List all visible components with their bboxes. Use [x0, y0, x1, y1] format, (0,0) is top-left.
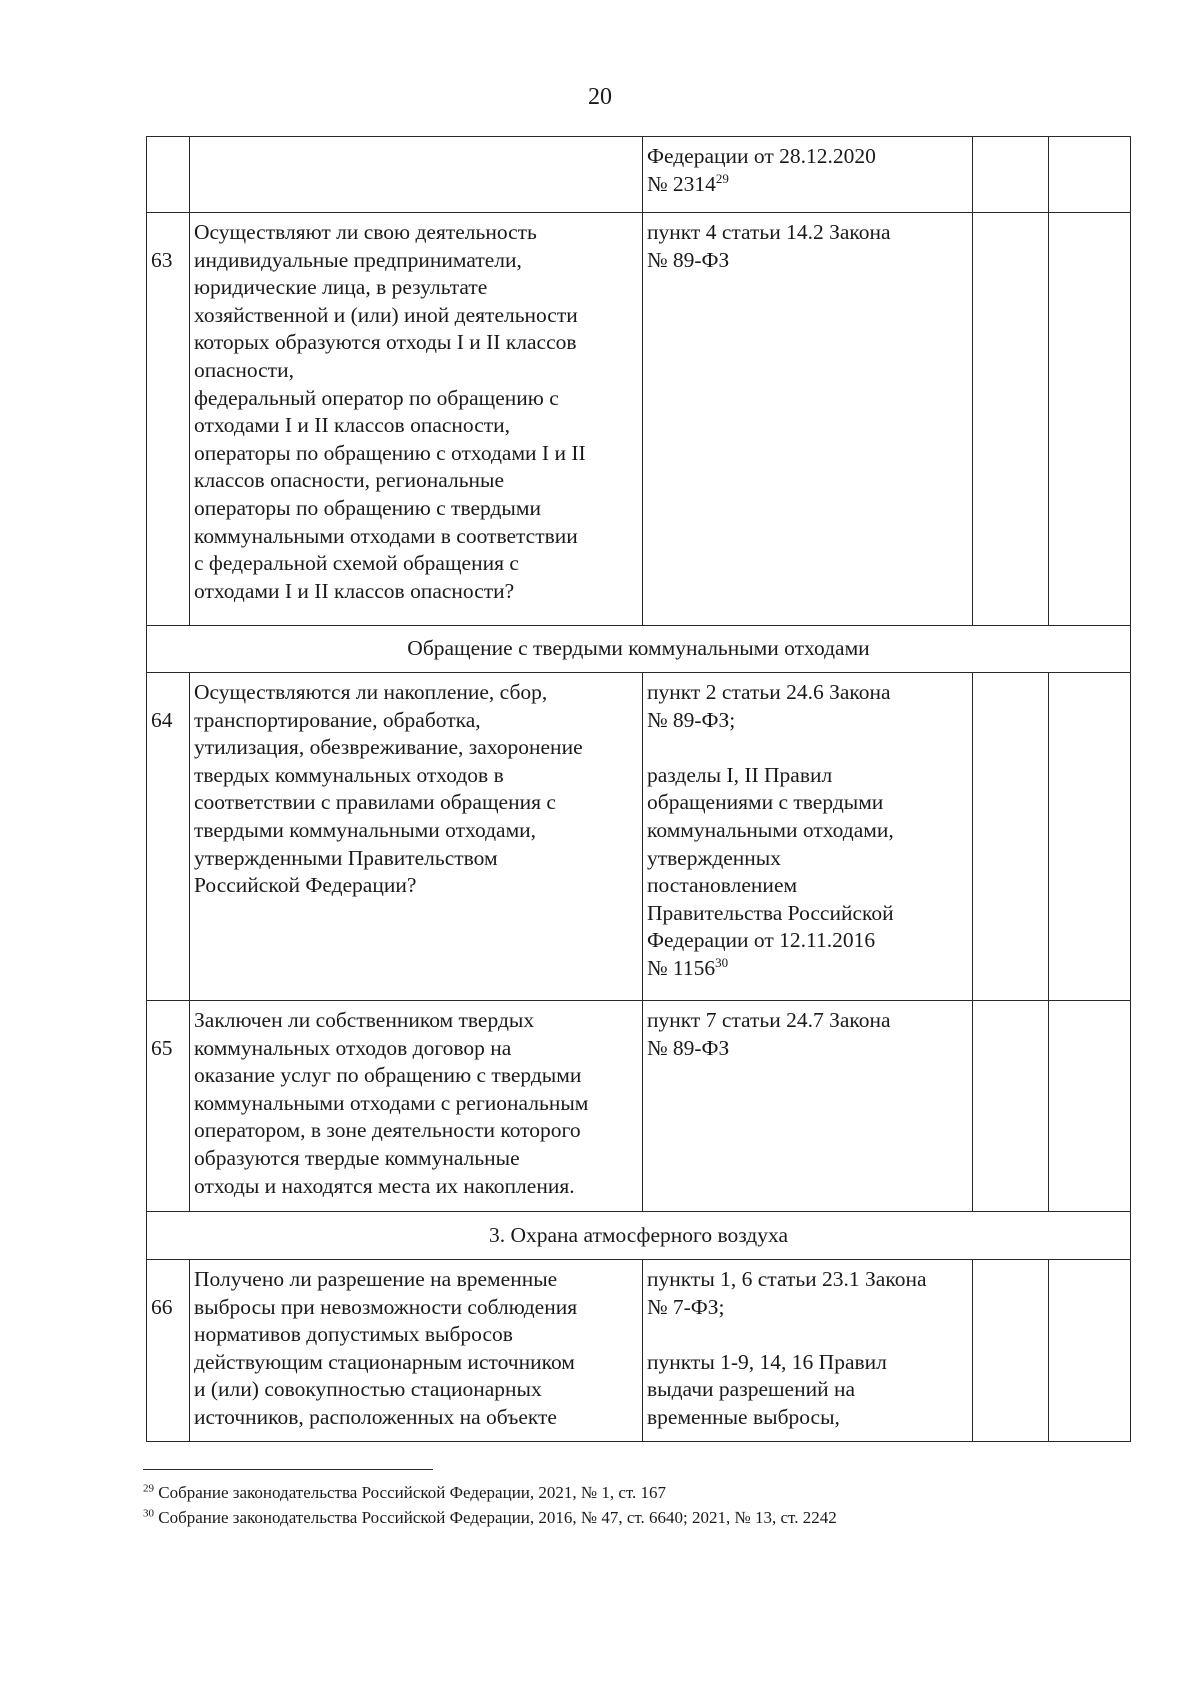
legal-basis-cell: [643, 137, 973, 213]
question-line: Российской Федерации?: [194, 873, 417, 898]
basis-line: пункт 2 статьи 24.6 Закона: [647, 680, 891, 704]
row-number-cell: [147, 137, 190, 213]
basis-line: Федерации от 28.12.2020: [647, 144, 876, 168]
basis-line: утвержденных: [647, 845, 782, 870]
footnote-ref: 30: [715, 954, 729, 970]
question-line: и (или) совокупностью стационарных: [194, 1377, 542, 1402]
note-cell: [1049, 137, 1131, 213]
row-number-cell: 64: [147, 673, 190, 1001]
question-line: операторы по обращению с отходами I и II: [194, 440, 586, 465]
note-cell: [1049, 213, 1131, 626]
question-line: транспортирование, обработка,: [194, 707, 481, 732]
question-line: которых образуются отходы I и II классов: [194, 330, 577, 355]
answer-cell: [973, 1001, 1049, 1212]
basis-line: обращениями с твердыми: [647, 790, 884, 815]
question-line: отходами I и II классов опасности?: [194, 578, 515, 603]
question-line: юридические лица, в результате: [194, 275, 488, 300]
basis-line: разделы I, II Правил: [647, 762, 833, 787]
footnote-ref: 29: [715, 170, 729, 186]
question-line: коммунальных отходов договор на: [194, 1035, 512, 1060]
question-line: операторы по обращению с твердыми: [194, 495, 541, 520]
row-number-cell: 66: [147, 1260, 190, 1442]
basis-line: коммунальными отходами,: [647, 817, 894, 842]
basis-line: № 2314$^{29}$: [647, 170, 729, 196]
checklist-table: [146, 136, 1131, 1442]
table-row: [147, 673, 1131, 1001]
question-line: твердых коммунальных отходов в: [194, 762, 504, 787]
row-number-cell: 63: [147, 213, 190, 626]
legal-basis-cell: [643, 673, 973, 1001]
note-cell: [1049, 1260, 1131, 1442]
footnote-mark: 30: [143, 1507, 154, 1520]
question-line: Получено ли разрешение на временные: [194, 1267, 558, 1291]
basis-line: постановлением: [647, 873, 798, 898]
question-line: выбросы при невозможности соблюдения: [194, 1294, 578, 1319]
section-row: [147, 1212, 1131, 1260]
legal-basis-cell: [643, 1260, 973, 1442]
question-line: оператором, в зоне деятельности которого: [194, 1118, 581, 1143]
footnotes: [143, 1480, 1143, 1530]
answer-cell: [973, 1260, 1049, 1442]
basis-line: временные выбросы,: [647, 1404, 840, 1429]
basis-line: пункты 1-9, 14, 16 Правил: [647, 1349, 887, 1374]
question-line: хозяйственной и (или) иной деятельности: [194, 302, 578, 327]
question-line: действующим стационарным источником: [194, 1349, 575, 1374]
question-line: Заключен ли собственником твердых: [194, 1008, 535, 1032]
row-number-cell: 65: [147, 1001, 190, 1212]
table-row: [147, 137, 1131, 213]
question-cell: [190, 1260, 643, 1442]
question-line: коммунальными отходами с региональным: [194, 1090, 589, 1115]
basis-line: № 7-ФЗ;: [647, 1294, 725, 1319]
footnote: $^{30}$ Собрание законодательства Российской Федерации, 2016, № 47, ст. 6640; 2021, № 13, ст. 2242: [143, 1507, 837, 1527]
answer-cell: [973, 137, 1049, 213]
question-line: индивидуальные предприниматели,: [194, 247, 522, 272]
legal-basis-cell: [643, 213, 973, 626]
question-cell: [190, 673, 643, 1001]
question-line: Осуществляются ли накопление, сбор,: [194, 680, 548, 704]
question-line: образуются твердые коммунальные: [194, 1145, 520, 1170]
note-cell: [1049, 1001, 1131, 1212]
question-line: отходы и находятся места их накопления.: [194, 1173, 575, 1198]
question-line: оказание услуг по обращению с твердыми: [194, 1063, 582, 1088]
legal-basis-cell: [643, 1001, 973, 1212]
question-line: с федеральной схемой обращения с: [194, 551, 519, 576]
question-line: утилизация, обезвреживание, захоронение: [194, 735, 583, 760]
table-row: [147, 1260, 1131, 1442]
question-line: источников, расположенных на объекте: [194, 1404, 557, 1429]
question-line: соответствии с правилами обращения с: [194, 790, 556, 815]
answer-cell: [973, 673, 1049, 1001]
section-row: [147, 626, 1131, 673]
question-line: федеральный оператор по обращению с: [194, 385, 559, 410]
basis-line: выдачи разрешений на: [647, 1377, 856, 1402]
section-heading: Обращение с твердыми коммунальными отходами: [147, 626, 1131, 673]
page-number: 20: [588, 84, 612, 110]
question-line: твердыми коммунальными отходами,: [194, 817, 537, 842]
basis-line: пункт 4 статьи 14.2 Закона: [647, 220, 891, 244]
answer-cell: [973, 213, 1049, 626]
basis-line: пункты 1, 6 статьи 23.1 Закона: [647, 1267, 927, 1291]
basis-line: № 89-ФЗ;: [647, 707, 736, 732]
basis-line: Правительства Российской: [647, 900, 894, 925]
basis-line: Федерации от 12.11.2016: [647, 928, 876, 953]
question-line: коммунальными отходами в соответствии: [194, 523, 578, 548]
question-line: отходами I и II классов опасности,: [194, 413, 511, 438]
question-line: нормативов допустимых выбросов: [194, 1322, 513, 1347]
question-cell: [190, 1001, 643, 1212]
question-line: утвержденными Правительством: [194, 845, 498, 870]
table-row: [147, 213, 1131, 626]
basis-line: № 89-ФЗ: [647, 247, 730, 272]
footnote-mark: 29: [143, 1482, 154, 1495]
footnote: $^{29}$ Собрание законодательства Российской Федерации, 2021, № 1, ст. 167: [143, 1482, 667, 1502]
basis-line: пункт 7 статьи 24.7 Закона: [647, 1008, 891, 1032]
question-cell: [190, 137, 643, 213]
basis-line: № 89-ФЗ: [647, 1035, 730, 1060]
question-cell: [190, 213, 643, 626]
note-cell: [1049, 673, 1131, 1001]
question-line: классов опасности, региональные: [194, 468, 505, 493]
footnote-divider: [143, 1469, 433, 1470]
section-heading: 3. Охрана атмосферного воздуха: [147, 1212, 1131, 1260]
question-line: Осуществляют ли свою деятельность: [194, 220, 537, 244]
table-row: [147, 1001, 1131, 1212]
question-line: опасности,: [194, 357, 294, 382]
basis-line: № 1156$^{30}$: [647, 954, 729, 980]
